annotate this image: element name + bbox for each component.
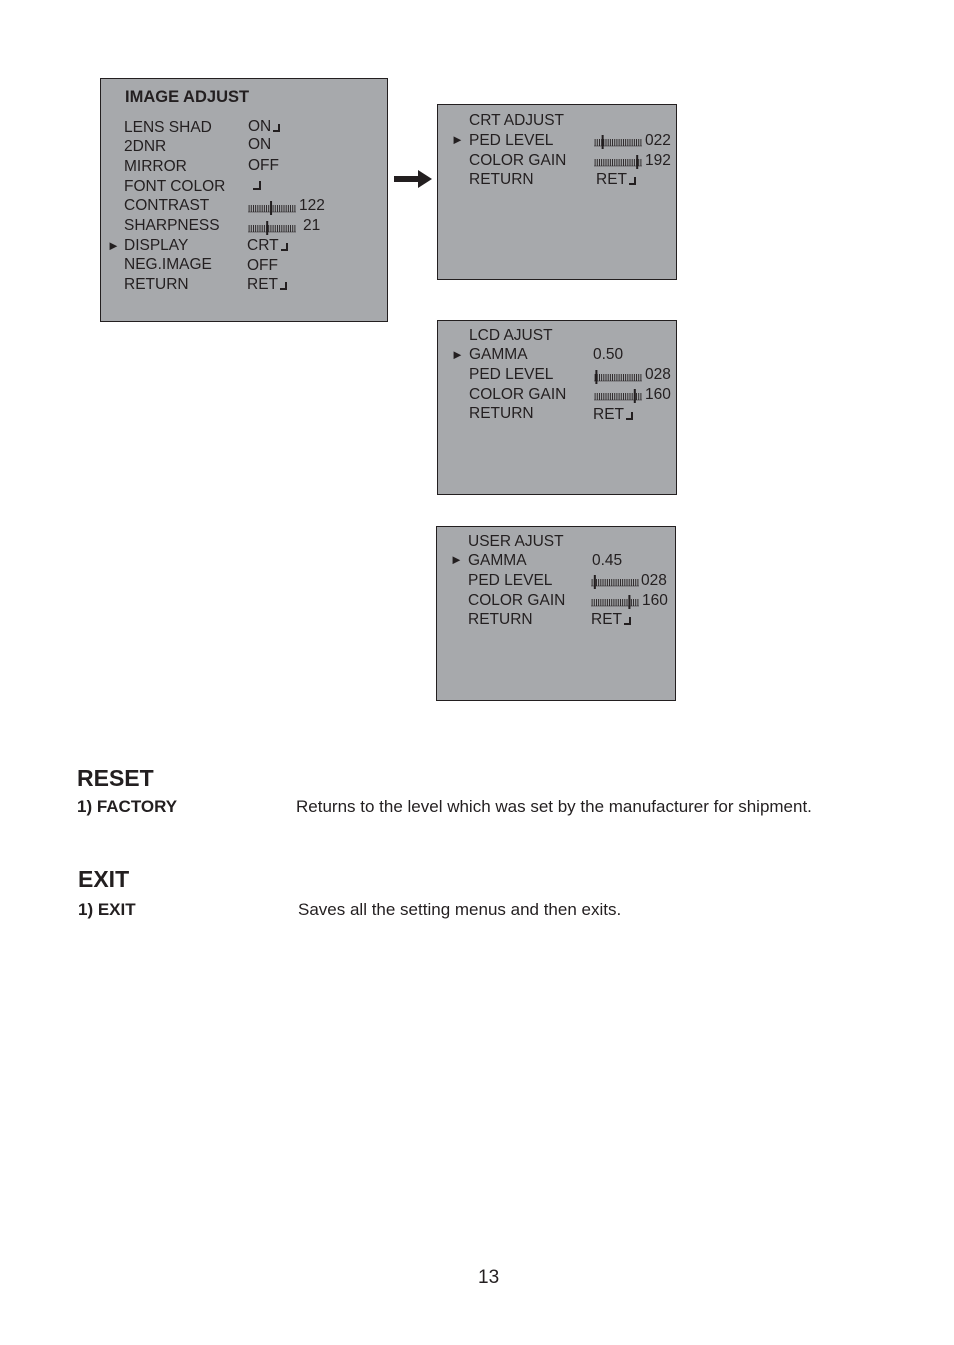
cursor-icon: ►: [451, 347, 464, 362]
cursor-icon: ►: [450, 552, 463, 567]
menu-item-value: CRT: [247, 237, 288, 255]
menu-item-value: 0.45: [592, 552, 623, 569]
slider-knob: [594, 575, 596, 589]
menu-item-value: RET: [247, 276, 287, 294]
slider-knob: [636, 155, 638, 169]
menu-item-value: RET: [596, 171, 636, 189]
menu-item-value: 022: [645, 132, 671, 149]
slider-knob: [595, 370, 597, 384]
menu-item-label: CONTRAST: [124, 197, 210, 214]
menu-item-label: RETURN: [469, 405, 534, 422]
image-adjust-menu: [100, 78, 388, 322]
menu-item-value: 028: [641, 572, 667, 589]
menu-item-value: 160: [642, 592, 668, 609]
menu-item-label: PED LEVEL: [469, 366, 554, 383]
menu-item-label: FONT COLOR: [124, 178, 226, 195]
sharpness-slider: [248, 221, 296, 235]
menu-item-value: 122: [299, 197, 325, 214]
enter-icon: [629, 177, 636, 185]
menu-item-value: RET: [593, 406, 633, 424]
ped-level-slider: [591, 575, 639, 589]
menu-item-label: DISPLAY: [124, 237, 189, 254]
menu-item-label: 2DNR: [124, 138, 167, 155]
ped-level-slider: [594, 370, 642, 384]
menu-item-label: SHARPNESS: [124, 217, 220, 234]
menu-item-label: RETURN: [469, 171, 534, 188]
slider-knob: [602, 135, 604, 149]
menu-item-value: OFF: [247, 257, 278, 274]
color-gain-slider: [591, 595, 639, 609]
slider-knob: [634, 389, 636, 403]
color-gain-slider: [594, 389, 642, 403]
menu-item-value: 0.50: [593, 346, 624, 363]
exit-item: 1) EXIT: [78, 900, 136, 919]
cursor-icon: ►: [451, 132, 464, 147]
menu-item-label: PED LEVEL: [469, 132, 554, 149]
menu-item-label: RETURN: [468, 611, 533, 628]
menu-item-value: 192: [645, 152, 671, 169]
slider-knob: [628, 595, 630, 609]
user-adjust-title: USER AJUST: [468, 533, 564, 550]
page-number: 13: [478, 1267, 500, 1288]
menu-item-label: RETURN: [124, 276, 189, 293]
cursor-icon: ►: [107, 238, 120, 253]
crt-adjust-menu: [437, 104, 677, 280]
color-gain-slider: [594, 155, 642, 169]
enter-icon: [280, 282, 287, 290]
menu-item-label: COLOR GAIN: [468, 592, 566, 609]
user-adjust-menu: [436, 526, 676, 701]
enter-icon: [626, 412, 633, 420]
menu-item-label: LENS SHAD: [124, 119, 212, 136]
menu-item-label: PED LEVEL: [468, 572, 553, 589]
menu-item-value: [253, 177, 261, 195]
enter-icon: [253, 181, 261, 190]
factory-item: 1) FACTORY: [77, 797, 178, 816]
menu-item-value: OFF: [248, 157, 279, 174]
right-arrow-icon: [394, 170, 432, 188]
contrast-slider: [248, 201, 296, 215]
menu-item-label: COLOR GAIN: [469, 386, 567, 403]
enter-icon: [273, 124, 280, 132]
menu-item-value: ON: [248, 136, 272, 153]
factory-description: Returns to the level which was set by the manufacturer for shipment.: [296, 797, 812, 816]
slider-knob: [270, 201, 272, 215]
menu-item-label: GAMMA: [468, 552, 527, 569]
menu-item-value: 21: [303, 217, 321, 234]
menu-item-value: RET: [591, 611, 631, 629]
enter-icon: [624, 617, 631, 625]
menu-item-value: ON: [248, 118, 280, 136]
lcd-adjust-title: LCD AJUST: [469, 327, 553, 344]
crt-adjust-title: CRT ADJUST: [469, 112, 565, 129]
menu-item-value: 160: [645, 386, 671, 403]
menu-item-label: GAMMA: [469, 346, 528, 363]
enter-icon: [281, 243, 288, 251]
reset-heading: RESET: [77, 765, 154, 791]
menu-item-label: MIRROR: [124, 158, 187, 175]
image-adjust-title: IMAGE ADJUST: [125, 88, 250, 106]
menu-item-label: NEG.IMAGE: [124, 256, 212, 273]
ped-level-slider: [594, 135, 642, 149]
slider-knob: [266, 221, 268, 235]
lcd-adjust-menu: [437, 320, 677, 495]
menu-item-label: COLOR GAIN: [469, 152, 567, 169]
exit-heading: EXIT: [78, 866, 130, 892]
menu-item-value: 028: [645, 366, 671, 383]
exit-description: Saves all the setting menus and then exits.: [298, 900, 622, 919]
